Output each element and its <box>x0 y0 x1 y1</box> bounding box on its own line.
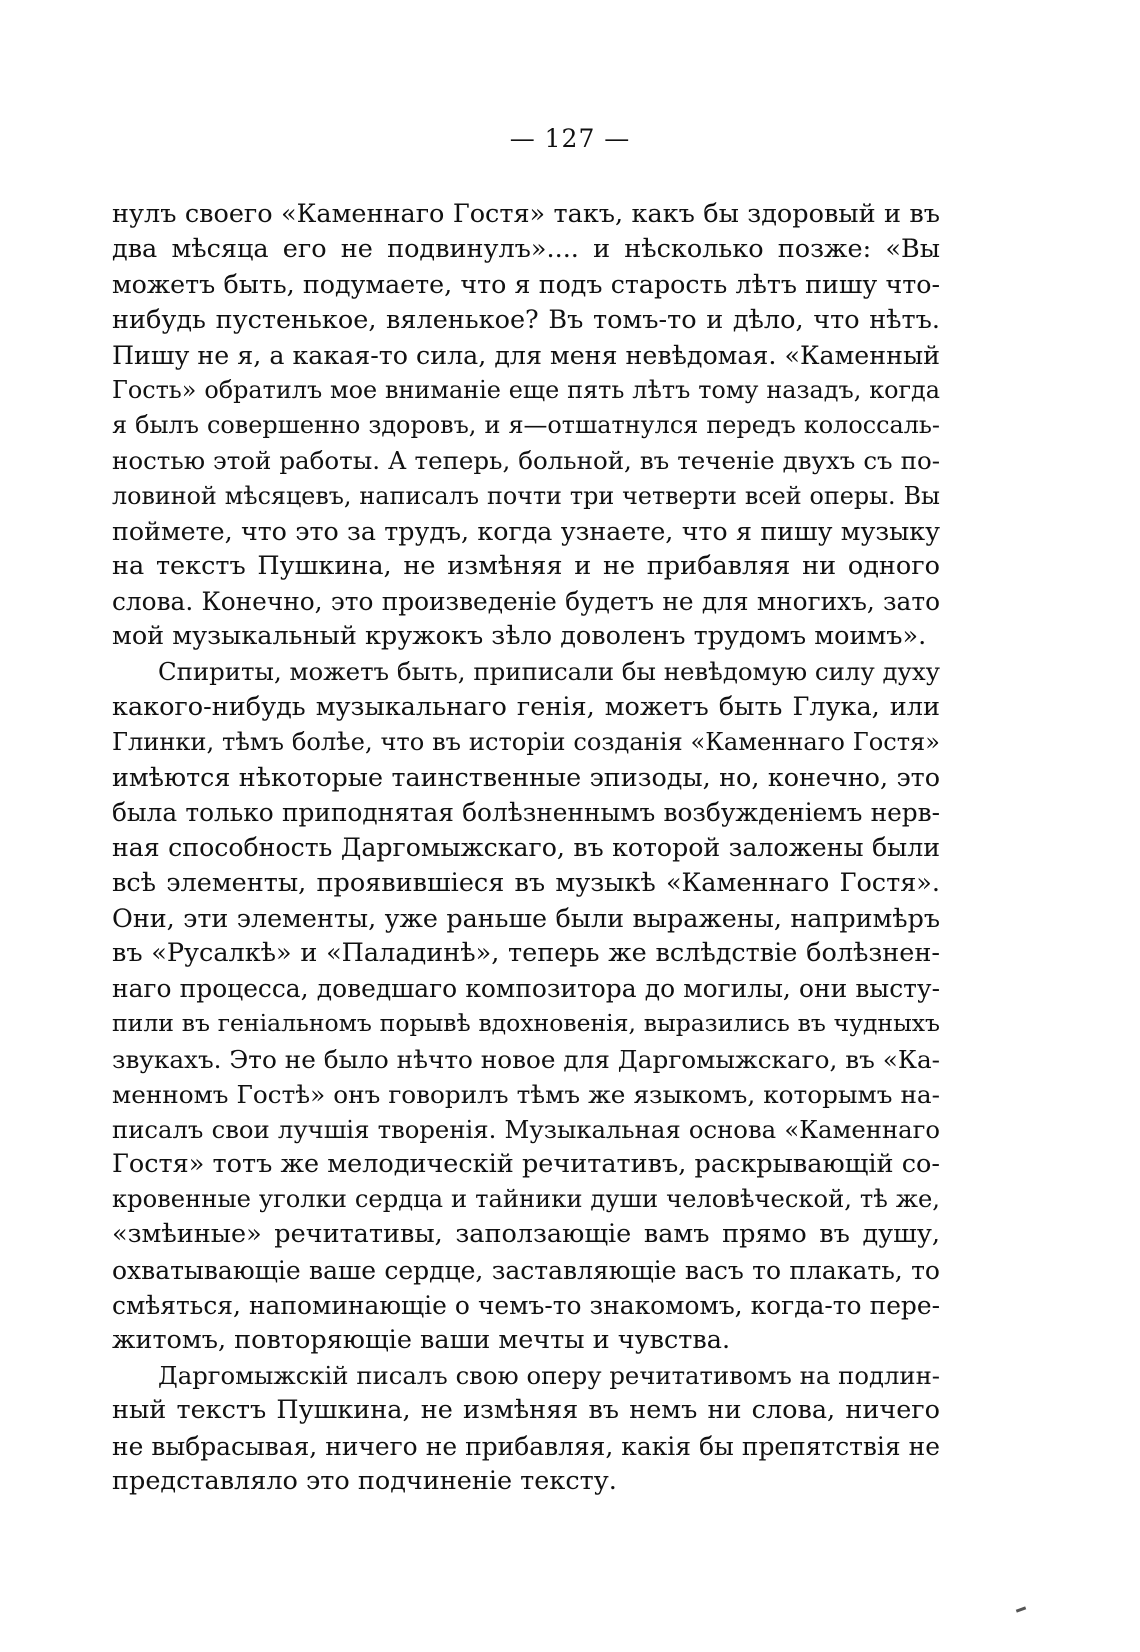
paragraph-1 <box>112 197 940 654</box>
text-line: «змѣиные» речитативы, заползающіе вамъ прямо въ душу, <box>112 1219 940 1250</box>
text-line: Они, эти элементы, уже раньше были выражены, напримѣръ <box>112 902 940 933</box>
page-number: — 127 — <box>509 124 631 153</box>
text-line: нибудь пустенькое, вяленькое? Въ томъ-то и дѣло, что нѣтъ. <box>112 304 940 335</box>
text-line: какого-нибудь музыкальнаго генія, можетъ быть Глука, или <box>112 691 940 722</box>
text-line: писалъ свои лучшія творенія. Музыкальная основа «Каменнаго <box>112 1114 940 1144</box>
text-line: ная способность Даргомыжскаго, въ которой заложены были <box>112 833 940 863</box>
text-line: представляло это подчиненіе тексту. <box>112 1465 617 1496</box>
paragraph-3 <box>112 1358 940 1499</box>
text-line: мой музыкальный кружокъ зѣло доволенъ трудомъ моимъ». <box>112 621 927 652</box>
text-line: слова. Конечно, это произведеніе будетъ не для многихъ, зато <box>112 587 940 617</box>
text-line: поймете, что это за трудъ, когда узнаете, что я пишу музыку <box>112 516 940 546</box>
paragraph-2 <box>112 654 940 1358</box>
text-line: на текстъ Пушкина, не измѣняя и не прибавляя ни одного <box>112 550 940 581</box>
text-line: звукахъ. Это не было нѣчто новое для Даргомыжскаго, въ «Ка- <box>112 1044 940 1074</box>
text-line: смѣяться, напоминающіе о чемъ-то знакомомъ, когда-то пере- <box>112 1290 940 1320</box>
scan-speck <box>1016 1606 1026 1612</box>
text-line: два мѣсяца его не подвинулъ».... и нѣсколько позже: «Вы <box>112 234 940 265</box>
text-line: въ «Русалкѣ» и «Паладинѣ», теперь же вслѣдствіе болѣзнен- <box>112 937 940 968</box>
text-line: Глинки, тѣмъ болѣе, что въ исторіи созданія «Каменнаго Гостя» <box>112 727 940 756</box>
text-line: всѣ элементы, проявившіеся въ музыкѣ «Каменнаго Гостя». <box>112 867 940 898</box>
text-line: имѣются нѣкоторые таинственные эпизоды, но, конечно, это <box>112 762 940 792</box>
text-line: Даргомыжскій писалъ свою оперу речитативомъ на подлин- <box>158 1361 940 1391</box>
text-line: житомъ, повторяющіе ваши мечты и чувства. <box>112 1325 731 1355</box>
text-line: наго процесса, доведшаго композитора до могилы, они высту- <box>112 974 940 1004</box>
text-line: была только приподнятая болѣзненнымъ возбужденіемъ нерв- <box>112 798 940 828</box>
text-line: я былъ совершенно здоровъ, и я—отшатнулся передъ колоссаль- <box>112 411 940 440</box>
text-line: менномъ Гостѣ» онъ говорилъ тѣмъ же языкомъ, которымъ на- <box>112 1079 940 1109</box>
text-line: Гость» обратилъ мое вниманіе еще пять лѣтъ тому назадъ, когда <box>112 375 940 404</box>
text-line: ный текстъ Пушкина, не измѣняя въ немъ ни слова, ничего <box>112 1395 940 1426</box>
text-line: ностью этой работы. А теперь, больной, въ теченіе двухъ съ по- <box>112 446 940 476</box>
text-line: кровенные уголки сердца и тайники души человѣческой, тѣ же, <box>112 1185 940 1214</box>
text-line: ловиной мѣсяцевъ, написалъ почти три четверти всей оперы. Вы <box>112 481 940 510</box>
text-line: охватывающіе ваше сердце, заставляющіе васъ то плакать, то <box>112 1255 940 1285</box>
text-line: нулъ своего «Каменнаго Гостя» такъ, какъ бы здоровый и въ <box>112 199 940 229</box>
text-line: Гостя» тотъ же мелодическій речитативъ, раскрывающій со- <box>112 1149 940 1180</box>
text-body <box>112 197 940 1499</box>
text-line: Спириты, можетъ быть, приписали бы невѣдомую силу духу <box>158 657 940 687</box>
text-line: пили въ геніальномъ порывѣ вдохновенія, выразились въ чудныхъ <box>112 1009 940 1038</box>
text-line: можетъ быть, подумаете, что я подъ старость лѣтъ пишу что- <box>112 270 940 300</box>
text-line: Пишу не я, а какая-то сила, для меня невѣдомая. «Каменный <box>112 340 940 370</box>
text-line: не выбрасывая, ничего не прибавляя, какія бы препятствія не <box>112 1431 940 1461</box>
